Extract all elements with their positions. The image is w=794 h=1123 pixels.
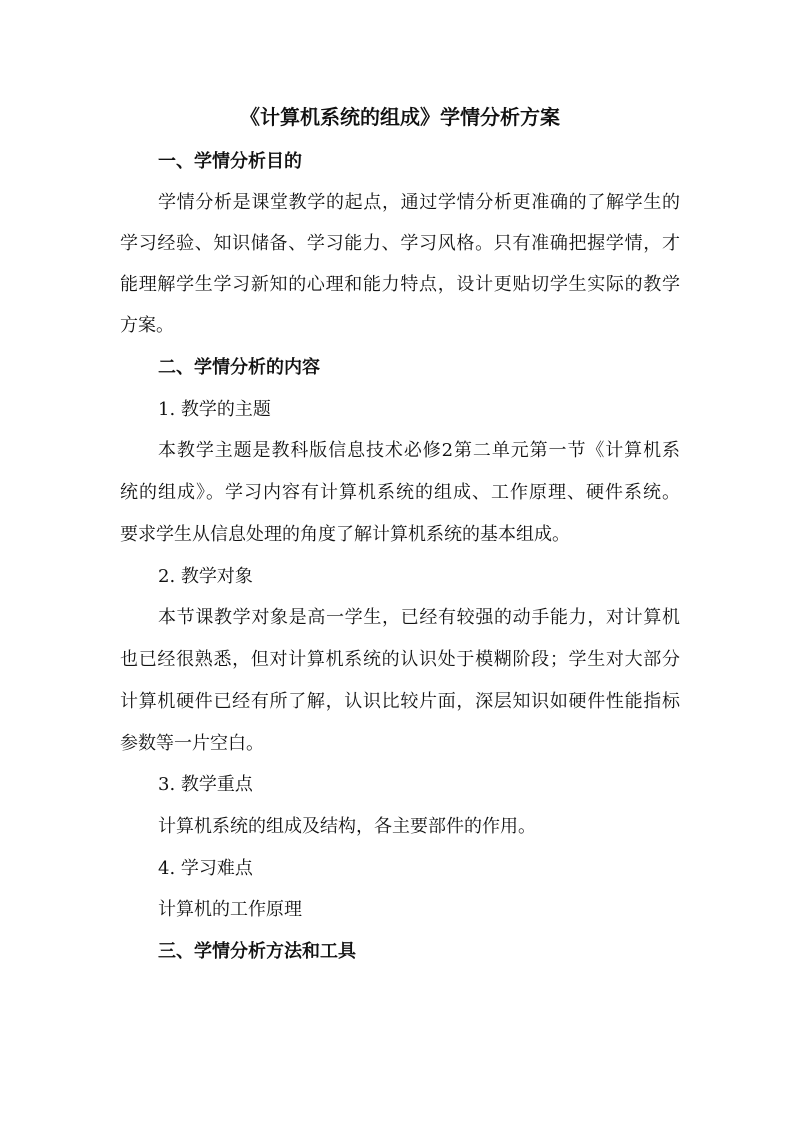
paragraph-line: 计算机硬件已经有所了解，认识比较片面，深层知识如硬件性能指标 bbox=[120, 691, 680, 712]
paragraph-line: 学习经验、知识储备、学习能力、学习风格。只有准确把握学情，才 bbox=[120, 233, 680, 254]
paragraph-line: 方案。 bbox=[120, 315, 174, 336]
item-heading-2: 2. 教学对象 bbox=[158, 566, 253, 587]
section-heading-3: 三、学情分析方法和工具 bbox=[158, 941, 356, 962]
section-heading-2: 二、学情分析的内容 bbox=[158, 357, 320, 378]
paragraph-line: 计算机的工作原理 bbox=[158, 899, 302, 920]
paragraph-line: 本节课教学对象是高一学生，已经有较强的动手能力，对计算机 bbox=[158, 607, 680, 628]
paragraph-line: 也已经很熟悉，但对计算机系统的认识处于模糊阶段；学生对大部分 bbox=[120, 649, 680, 670]
paragraph-line: 参数等一片空白。 bbox=[120, 733, 264, 754]
paragraph-line: 学情分析是课堂教学的起点，通过学情分析更准确的了解学生的 bbox=[158, 192, 680, 213]
paragraph-line: 本教学主题是教科版信息技术必修2第二单元第一节《计算机系 bbox=[158, 440, 680, 461]
section-heading-1: 一、学情分析目的 bbox=[158, 151, 302, 172]
paragraph-line: 要求学生从信息处理的角度了解计算机系统的基本组成。 bbox=[120, 524, 570, 545]
paragraph-line: 统的组成》。学习内容有计算机系统的组成、工作原理、硬件系统。 bbox=[120, 482, 680, 503]
item-heading-4: 4. 学习难点 bbox=[158, 858, 253, 879]
document-title: 《计算机系统的组成》学情分析方案 bbox=[240, 105, 560, 129]
item-heading-1: 1. 教学的主题 bbox=[158, 399, 271, 420]
item-heading-3: 3. 教学重点 bbox=[158, 774, 253, 795]
paragraph-line: 能理解学生学习新知的心理和能力特点，设计更贴切学生实际的教学 bbox=[120, 274, 680, 295]
paragraph-line: 计算机系统的组成及结构，各主要部件的作用。 bbox=[158, 816, 536, 837]
